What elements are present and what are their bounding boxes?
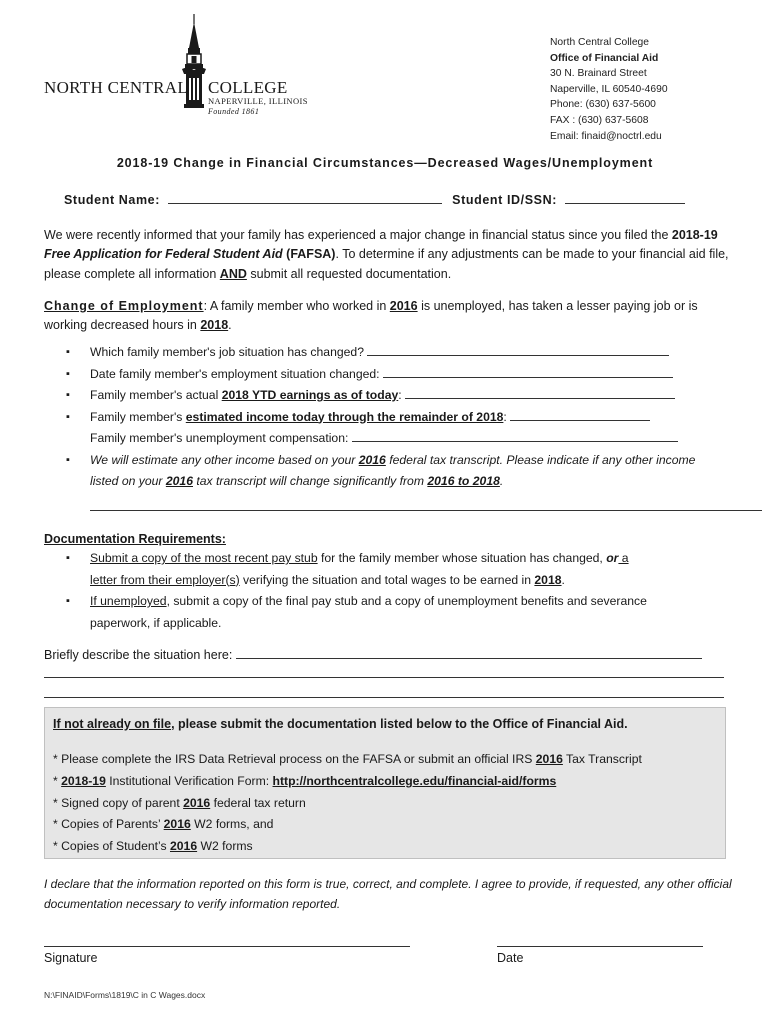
box-item-3a: * Signed copy of parent [53, 795, 184, 810]
job-change-field[interactable] [367, 344, 669, 356]
intro-paragraph [44, 226, 734, 284]
fafsa-name: Free Application for Federal Student Aid [44, 247, 283, 262]
box-item-1-year: 2016 [535, 752, 563, 766]
verification-form-link[interactable]: http://northcentralcollege.edu/financial-aid/forms [272, 773, 557, 788]
box-item-4a: * Copies of Parents’ [53, 817, 164, 832]
student-name-label: Student Name: [64, 193, 161, 207]
date-field[interactable] [497, 946, 703, 947]
date-label: Date [497, 951, 524, 965]
form-title: 2018-19 Change in Financial Circumstances—Decreased Wages/Unemployment [116, 156, 654, 170]
student-id-label: Student ID/SSN: [452, 193, 558, 207]
doc-text-1: for the family member whose situation has changed, [317, 551, 607, 565]
student-name-field[interactable] [168, 193, 442, 204]
estimate-text-1: We will estimate any other income based on your [90, 452, 359, 467]
intro-text-3: submit all requested documentation. [246, 266, 452, 281]
box-item-1b: Tax Transcript [562, 752, 642, 766]
box-item-5a: * Copies of Student’s [53, 839, 170, 854]
signature-label: Signature [44, 951, 98, 965]
bell-tower-icon [179, 14, 209, 114]
employment-year-1: 2016 [389, 299, 418, 313]
box-item-4b: W2 forms, and [190, 817, 274, 832]
email-address: Email: finaid@noctrl.edu [550, 130, 662, 142]
estimate-text-4: . [499, 474, 504, 488]
address-block [550, 35, 668, 144]
list-item [66, 407, 726, 429]
describe-field-1[interactable] [236, 647, 702, 659]
employment-heading: Change of Employment [44, 299, 204, 313]
box-item-5b: W2 forms [197, 839, 253, 854]
logo-word-left: NORTH CENTRAL [44, 78, 189, 97]
estimate-year-2: 2016 [165, 474, 193, 488]
box-heading-rest: , please submit the documentation listed below to the Office of Financial Aid. [171, 717, 628, 731]
documentation-box [44, 707, 726, 859]
list-item [53, 814, 642, 836]
logo-word-right: COLLEGE [208, 78, 288, 97]
box-item-2a: * [53, 773, 62, 788]
question-estimate-1: Family member's [90, 409, 186, 424]
estimate-range: 2016 to 2018 [427, 474, 500, 488]
describe-field-2[interactable] [44, 677, 724, 678]
ytd-earnings-field[interactable] [405, 387, 675, 399]
employment-text-1: : A family member who worked in [203, 299, 390, 313]
box-item-3-year: 2016 [183, 795, 211, 810]
doc-text-5: paperwork, if applicable. [90, 615, 222, 630]
institution-name: North Central College [550, 37, 650, 48]
describe-label: Briefly describe the situation here: [44, 648, 233, 662]
docs-heading: Documentation Requirements: [44, 532, 226, 546]
list-item [53, 836, 642, 858]
doc-text-2: verifying the situation and total wages to be earned in [239, 572, 535, 587]
question-estimate-2: estimated income today through the remainder of 2018 [185, 409, 504, 424]
estimate-text-2: federal tax transcript. Please indicate if any other income listed on your [90, 452, 696, 488]
list-item [66, 570, 726, 592]
logo-founded: Founded 1861 [208, 107, 260, 116]
list-item [53, 771, 642, 793]
box-item-1a: * Please complete the IRS Data Retrieval process on the FAFSA or submit an official IRS [53, 752, 536, 766]
question-ytd-1: Family member's actual [90, 388, 222, 402]
estimate-year-1: 2016 [358, 452, 386, 467]
list-item [66, 385, 726, 407]
student-id-field[interactable] [565, 193, 685, 204]
doc-text-a: a [618, 551, 629, 565]
question-ytd-2: 2018 YTD earnings as of today [221, 388, 399, 402]
office-name: Office of Financial Aid [550, 52, 659, 64]
change-date-field[interactable] [383, 366, 673, 378]
doc-unemployed: If unemployed [90, 594, 167, 608]
employment-year-2: 2018 [200, 318, 229, 333]
describe-row [44, 646, 734, 665]
doc-paystub: Submit a copy of the most recent pay stub [90, 551, 318, 565]
other-income-field[interactable] [90, 510, 762, 511]
city-address: Naperville, IL 60540-4690 [550, 83, 668, 95]
list-item [66, 548, 726, 570]
doc-year: 2018 [534, 572, 562, 587]
question-job-change: Which family member's job situation has changed? [90, 345, 364, 359]
box-item-4-year: 2016 [163, 817, 191, 832]
box-heading [53, 717, 628, 731]
box-heading-underlined: If not already on file [53, 717, 172, 731]
list-item [66, 342, 726, 364]
college-logo [44, 14, 314, 120]
employment-text-3: . [228, 318, 232, 333]
fafsa-abbr: (FAFSA) [286, 247, 336, 262]
box-item-3b: federal tax return [210, 795, 306, 810]
estimate-text-3: tax transcript will change significantly from [193, 474, 428, 488]
unemployment-comp-field[interactable] [352, 430, 678, 442]
question-change-date: Date family member's employment situation changed: [90, 366, 380, 381]
box-item-2b: Institutional Verification Form: [105, 773, 273, 788]
file-path-footer: N:\FINAID\Forms\1819\C in C Wages.docx [44, 990, 206, 1000]
box-item-5-year: 2016 [169, 839, 198, 854]
box-list [53, 749, 642, 858]
employment-paragraph [44, 297, 734, 336]
doc-employer-letter: letter from their employer(s) [90, 572, 240, 587]
street-address: 30 N. Brainard Street [550, 68, 647, 80]
list-item [66, 450, 726, 493]
doc-text-4: , submit a copy of the final pay stub and a copy of unemployment benefits and severance [166, 594, 647, 608]
question-estimate-3: : [503, 409, 507, 424]
list-item [66, 428, 726, 450]
describe-field-3[interactable] [44, 697, 724, 698]
question-unemployment: Family member's unemployment compensation: [90, 431, 349, 445]
fax-number: FAX : (630) 637-5608 [550, 114, 649, 126]
employment-questions [66, 342, 726, 493]
list-item [66, 591, 726, 613]
list-item [66, 364, 726, 386]
question-ytd-3: : [398, 388, 402, 402]
list-item [53, 749, 642, 771]
logo-city: NAPERVILLE, ILLINOIS [208, 96, 308, 106]
employment-text-2: is unemployed, has taken a lesser paying job or is working decreased hours in [44, 299, 698, 333]
signature-field[interactable] [44, 946, 410, 947]
intro-text-1: We were recently informed that your family has experienced a major change in financial status since you filed the [44, 228, 672, 242]
student-info-row [64, 193, 685, 207]
doc-or: or [606, 551, 619, 565]
intro-year: 2018-19 [671, 228, 718, 242]
declaration-text: I declare that the information reported on this form is true, correct, and complete. I agree to provide, if requested, any other official documentation necessary to verify information reported. [44, 877, 732, 911]
docs-list [66, 548, 726, 634]
phone-number: Phone: (630) 637-5600 [550, 99, 656, 111]
doc-text-3: . [561, 572, 565, 587]
intro-and: AND [219, 266, 247, 281]
list-item [53, 793, 642, 815]
box-item-2-year: 2018-19 [61, 773, 106, 788]
estimated-income-field[interactable] [510, 409, 650, 421]
list-item [66, 613, 726, 635]
intro-text-2: . To determine if any adjustments can be made to your financial aid file, please complete all information [44, 247, 729, 281]
